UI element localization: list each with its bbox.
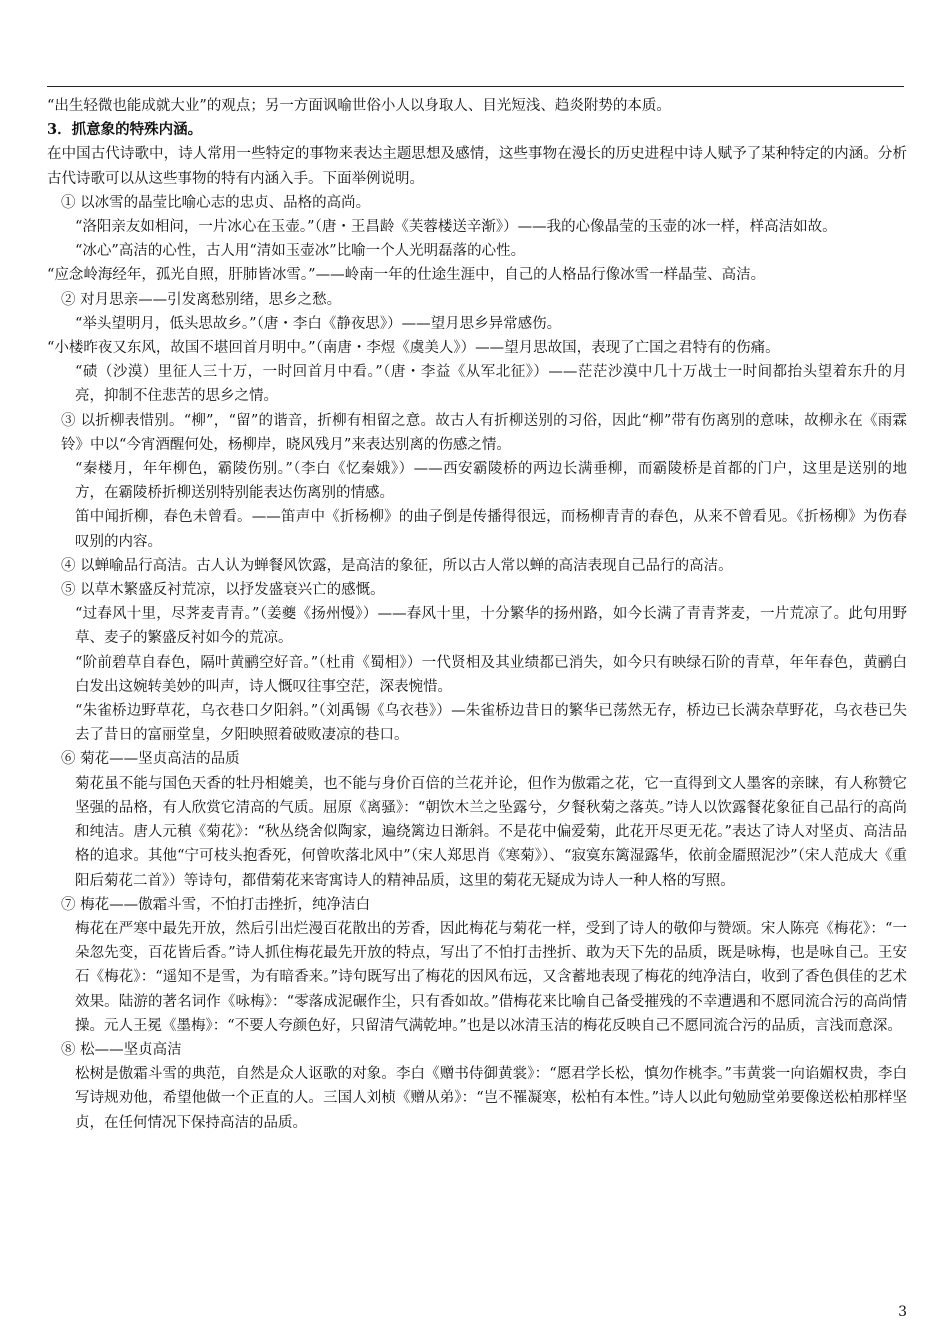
paragraph: 松树是傲霜斗雪的典范，自然是众人讴歌的对象。李白《赠书侍御黄裳》：“愿君学长松，慎勿作桃李。”韦黄裳一向谄媚权贵，李白写诗规劝他，希望他做一个正直的人。三国人刘桢《赠从弟》：“岂不罹凝寒，松柏有本性。”诗人以此句勉励堂弟要像送松柏那样坚贞，在任何情况下保持高洁的品质。	[75, 1066, 907, 1131]
paragraph: “洛阳亲友如相问，一片冰心在玉壶。”（唐・王昌龄《芙蓉楼送辛渐》）——我的心像晶莹的玉壶的冰一样，样高洁如故。	[75, 219, 837, 236]
list-item-heading: ④ 以蝉喻品行高洁。古人认为蝉餐风饮露，是高洁的象征，所以古人常以蝉的高洁表现自己品行的高洁。	[61, 557, 733, 574]
paragraph: 笛中闻折柳，春色未曾看。——笛声中《折杨柳》的曲子倒是传播得很远，而杨柳青青的春色，从来不曾看见。《折杨柳》为伤春叹别的内容。	[75, 509, 907, 550]
paragraph: “举头望明月，低头思故乡。”（唐・李白《静夜思》）——望月思乡异常感伤。	[75, 315, 562, 332]
list-item-heading: ⑥ 菊花——坚贞高洁的品质	[61, 751, 240, 768]
header-rule	[47, 86, 904, 87]
paragraph: “过春风十里，尽荠麦青青。”（姜夔《扬州慢》）——春风十里，十分繁华的扬州路，如今长满了青青荠麦，一片荒凉了。此句用野草、麦子的繁盛反衬如今的荒凉。	[75, 606, 907, 647]
list-item-heading: ② 对月思亲——引发离愁别绪，思乡之愁。	[61, 291, 342, 308]
paragraph: “碛（沙漠）里征人三十万，一时回首月中看。”（唐・李益《从军北征》）——茫茫沙漠中几十万战士一时间都抬头望着东升的月亮，抑制不住悲苦的思乡之情。	[75, 364, 907, 405]
list-item-heading: ① 以冰雪的晶莹比喻心志的忠贞、品格的高尚。	[61, 194, 371, 211]
paragraph: “应念岭海经年，孤光自照，肝肺皆冰雪。”——岭南一年的仕途生涯中，自己的人格品行像冰雪一样晶莹、高洁。	[47, 267, 766, 284]
paragraph: 菊花虽不能与国色天香的牡丹相媲美，也不能与身价百倍的兰花并论，但作为傲霜之花，它一直得到文人墨客的亲睐，有人称赞它坚强的品格，有人欣赏它清高的气质。屈原《离骚》：“朝饮木兰之坠露兮，夕餐秋菊之落英。”诗人以饮露餐花象征自己品行的高尚和纯洁。唐人元稹《菊花》：“秋丛绕舍似陶家，遍绕篱边日渐斜。不是花中偏爱菊，此花开尽更无花。”表达了诗人对坚贞、高洁品格的追求。其他“宁可枝头抱香死，何曾吹落北风中”（宋人郑思肖《寒菊》）、“寂寞东篱湿露华，依前金靥照泥沙”（宋人范成大《重阳后菊花二首》）等诗句，都借菊花来寄寓诗人的精神品质，这里的菊花无疑成为诗人一种人格的写照。	[75, 775, 907, 889]
section-heading: 3．抓意象的特殊内涵。	[47, 121, 203, 139]
paragraph: 梅花在严寒中最先开放，然后引出烂漫百花散出的芳香，因此梅花与菊花一样，受到了诗人的敬仰与赞颂。宋人陈亮《梅花》：“一朵忽先变，百花皆后香。”诗人抓住梅花最先开放的特点，写出了不怕打击挫折、敢为天下先的品质，既是咏梅，也是咏自己。王安石《梅花》：“遥知不是雪，为有暗香来。”诗句既写出了梅花的因风布远，又含蓄地表现了梅花的纯净洁白，收到了香色俱佳的艺术效果。陆游的著名词作《咏梅》：“零落成泥碾作尘，只有香如故。”借梅花来比喻自己备受摧残的不幸遭遇和不愿同流合污的高尚情操。元人王冕《墨梅》：“不要人夸颜色好，只留清气满乾坤。”也是以冰清玉洁的梅花反映自己不愿同流合污的品质，言浅而意深。	[75, 920, 907, 1034]
page-number: 3	[898, 1304, 907, 1320]
paragraph: “阶前碧草自春色，隔叶黄鹂空好音。”（杜甫《蜀相》）一代贤相及其业绩都已消失，如今只有映绿石阶的青草，年年春色，黄鹂白白发出这婉转美妙的叫声，诗人慨叹往事空茫，深表惋惜。	[75, 654, 907, 695]
document-body	[47, 94, 907, 1135]
paragraph: “朱雀桥边野草花，乌衣巷口夕阳斜。”（刘禹锡《乌衣巷》）—朱雀桥边昔日的繁华已荡然无存，桥边已长满杂草野花，乌衣巷已失去了昔日的富丽堂皇，夕阳映照着破败凄凉的巷口。	[75, 703, 907, 744]
list-item-heading: ⑦ 梅花——傲霜斗雪，不怕打击挫折，纯净洁白	[61, 896, 371, 913]
paragraph: 在中国古代诗歌中，诗人常用一些特定的事物来表达主题思想及感情，这些事物在漫长的历史进程中诗人赋予了某种特定的内涵。分析古代诗歌可以从这些事物的特有内涵入手。下面举例说明。	[47, 146, 907, 187]
list-item-heading: ⑤ 以草木繁盛反衬荒凉，以抒发盛衰兴亡的感慨。	[61, 582, 385, 599]
list-item-heading: ⑧ 松——坚贞高洁	[61, 1041, 182, 1058]
paragraph: “冰心”高洁的心性，古人用“清如玉壶冰”比喻一个人光明磊落的心性。	[75, 243, 526, 260]
paragraph: “秦楼月，年年柳色，霸陵伤别。”（李白《忆秦娥》）——西安霸陵桥的两边长满垂柳，而霸陵桥是首都的门户，这里是送别的地方，在霸陵桥折柳送别特别能表达伤离别的情感。	[75, 461, 907, 502]
list-item-heading: ③ 以折柳表惜别。“柳”，“留”的谐音，折柳有相留之意。故古人有折柳送别的习俗，因此“柳”带有伤离别的意味，故柳永在《雨霖铃》中以“今宵酒醒何处，杨柳岸，晓风残月”来表达别离的伤感之情。	[61, 412, 907, 453]
paragraph: “出生轻微也能成就大业”的观点；另一方面讽喻世俗小人以身取人、目光短浅、趋炎附势的本质。	[47, 98, 671, 114]
paragraph: “小楼昨夜又东风，故国不堪回首月明中。”（南唐・李煜《虞美人》）——望月思故国，表现了亡国之君特有的伤痛。	[47, 340, 780, 357]
